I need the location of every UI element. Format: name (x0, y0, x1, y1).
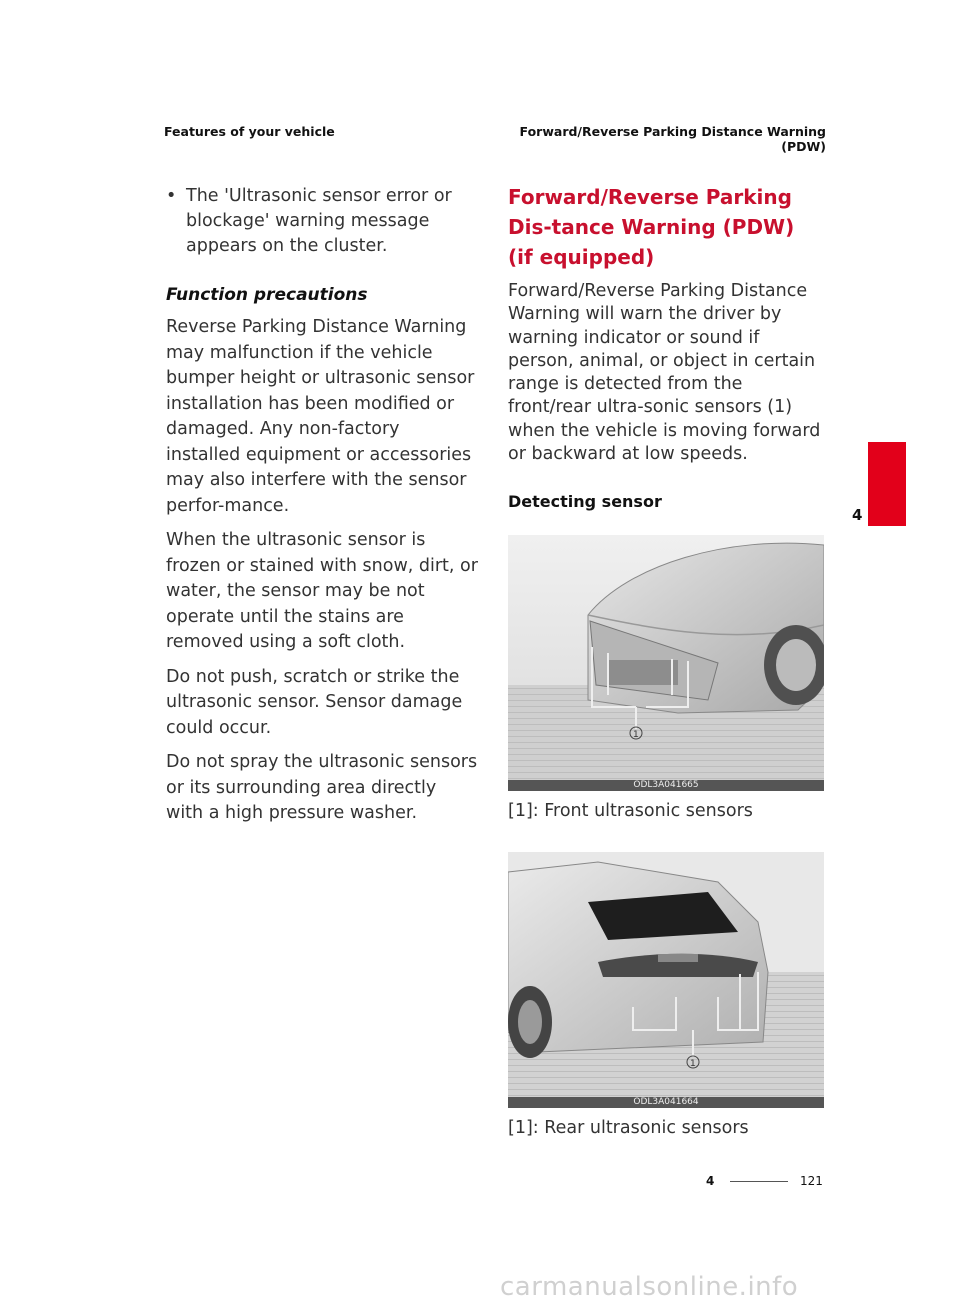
running-header-left: Features of your vehicle (164, 124, 335, 139)
paragraph: Do not spray the ultrasonic sensors or its surrounding area directly with a high pressure washer. (166, 752, 478, 823)
footer-chapter: 4 (706, 1174, 715, 1188)
running-header-right (520, 124, 826, 154)
paragraph: When the ultrasonic sensor is frozen or stained with snow, dirt, or water, the sensor may be not operate until the stains are removed using a soft cloth. (166, 530, 478, 652)
bullet-dot: • (166, 186, 177, 206)
running-header-right-line1: Forward/Reverse Parking Distance Warning (519, 124, 826, 139)
front-sensor-caption: [1]: Front ultrasonic sensors (508, 801, 753, 822)
footer-divider (730, 1181, 788, 1182)
left-column (166, 184, 478, 836)
figure-code: ODL3A041664 (508, 1097, 824, 1108)
chapter-tab (868, 442, 906, 526)
detecting-sensor-heading: Detecting sensor (508, 492, 662, 512)
bullet-item (166, 184, 478, 259)
figure-code: ODL3A041665 (508, 780, 824, 791)
watermark: carmanualsonline.info (500, 1272, 799, 1302)
paragraph: Reverse Parking Distance Warning may malfunction if the vehicle bumper height or ultrasonic sensor installation has been modified or damaged. Any non-factory installed equipment or accessories may also interfere with the sensor perfor-mance. (166, 317, 475, 516)
chapter-tab-number: 4 (852, 506, 863, 524)
intro-paragraph: Forward/Reverse Parking Distance Warning will warn the driver by warning indicator or sound if person, animal, or object in certain range is detected from the front/rear ultra-sonic sensors (1) when the vehicle is moving forward or backward at low speeds. (508, 281, 821, 465)
rear-sensor-caption: [1]: Rear ultrasonic sensors (508, 1118, 749, 1139)
front-car-illustration (508, 535, 824, 791)
section-title: Forward/Reverse Parking Dis-tance Warning (PDW) (if equipped) (508, 185, 795, 269)
running-header-right-line2: (PDW) (781, 139, 826, 154)
rear-sensor-figure (508, 852, 824, 1108)
bullet-text: The 'Ultrasonic sensor error or blockage' warning message appears on the cluster. (186, 186, 452, 256)
right-column (508, 182, 824, 1138)
function-precautions-heading: Function precautions (166, 285, 368, 305)
paragraph: Do not push, scratch or strike the ultrasonic sensor. Sensor damage could occur. (166, 666, 463, 738)
rear-sensor-marker: 1 (690, 1059, 696, 1070)
page-number: 121 (800, 1174, 823, 1188)
front-sensor-figure (508, 535, 824, 791)
front-sensor-marker: 1 (633, 730, 639, 741)
rear-car-illustration (508, 852, 824, 1108)
